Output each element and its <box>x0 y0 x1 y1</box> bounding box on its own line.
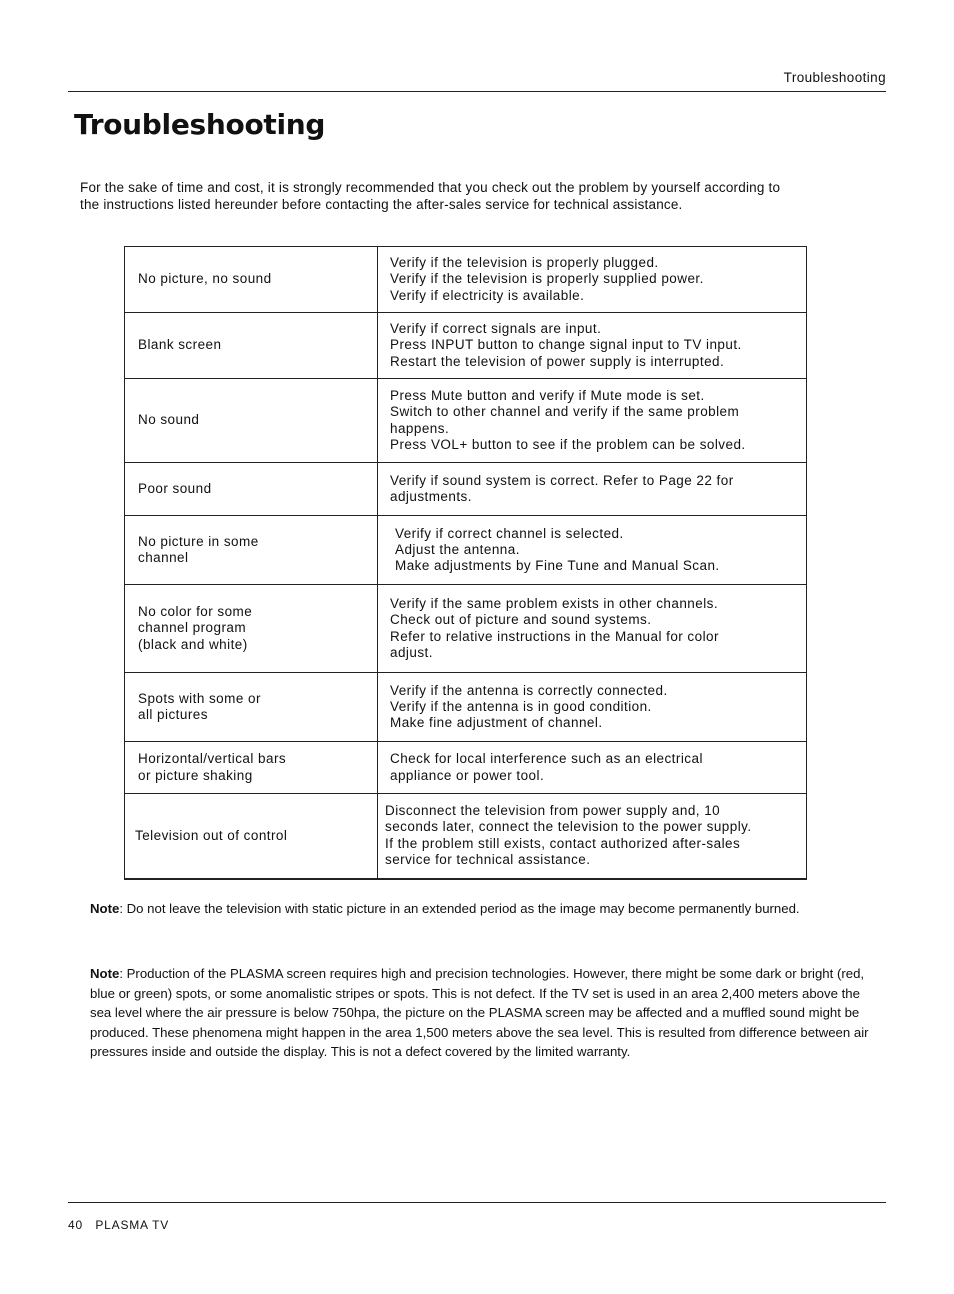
symptom-cell <box>125 794 378 879</box>
symptom-cell <box>125 742 378 794</box>
remedy-line: appliance or power tool. <box>390 767 545 783</box>
remedy-line: Adjust the antenna. <box>395 541 520 557</box>
remedy-line: Verify if correct signals are input. <box>390 321 602 337</box>
symptom-line: Television out of control <box>135 827 288 843</box>
symptom-cell <box>125 379 378 463</box>
symptom-cell <box>125 585 378 673</box>
symptom-line: No color for some <box>138 604 253 620</box>
troubleshooting-table <box>124 246 807 880</box>
remedy-line: Refer to relative instructions in the Manual for color <box>390 628 719 644</box>
remedy-cell <box>378 247 807 313</box>
page-number: 40 <box>68 1218 83 1232</box>
remedy-line: Restart the television of power supply is interrupted. <box>390 353 725 369</box>
remedy-line: Verify if electricity is available. <box>390 287 585 303</box>
remedy-cell <box>378 516 807 585</box>
symptom-line: Blank screen <box>138 337 222 353</box>
remedy-line: Verify if the antenna is in good condition. <box>390 698 652 714</box>
symptom-cell <box>125 247 378 313</box>
symptom-line: all pictures <box>138 707 208 722</box>
table-row <box>125 247 807 313</box>
remedy-line: Verify if the antenna is correctly connected. <box>390 682 668 698</box>
table-row <box>125 379 807 463</box>
remedy-cell <box>378 673 807 742</box>
table-row <box>125 463 807 516</box>
remedy-cell <box>378 742 807 794</box>
remedy-line: Switch to other channel and verify if the same problem <box>390 404 740 420</box>
symptom-line: Horizontal/vertical bars <box>138 751 287 767</box>
symptom-line: No sound <box>138 412 200 428</box>
symptom-line: No picture, no sound <box>138 271 272 287</box>
remedy-cell <box>378 794 807 879</box>
remedy-line: Verify if correct channel is selected. <box>395 525 624 541</box>
static-picture-note <box>90 899 880 919</box>
remedy-line: Press VOL+ button to see if the problem can be solved. <box>390 436 746 452</box>
remedy-line: Check for local interference such as an electrical <box>390 751 703 767</box>
remedy-line: service for technical assistance. <box>385 852 591 868</box>
remedy-line: Make adjustments by Fine Tune and Manual Scan. <box>395 558 720 574</box>
symptom-line: Poor sound <box>138 480 212 496</box>
remedy-line: Verify if the television is properly supplied power. <box>390 271 704 287</box>
symptom-line: channel program <box>138 620 247 636</box>
table-row <box>125 794 807 879</box>
remedy-line: happens. <box>390 420 450 436</box>
symptom-cell <box>125 313 378 379</box>
table-row <box>125 516 807 585</box>
remedy-line: Check out of picture and sound systems. <box>390 612 652 628</box>
remedy-line: Verify if the same problem exists in other channels. <box>390 595 719 611</box>
symptom-cell <box>125 463 378 516</box>
remedy-line: Press Mute button and verify if Mute mode is set. <box>390 387 705 403</box>
intro-paragraph <box>80 180 880 213</box>
table-row <box>125 742 807 794</box>
remedy-line: seconds later, connect the television to the power supply. <box>385 819 752 835</box>
note-label: Note <box>90 901 120 916</box>
remedy-cell <box>378 379 807 463</box>
plasma-screen-note <box>90 964 880 1062</box>
table-row <box>125 673 807 742</box>
intro-line: the instructions listed hereunder before contacting the after-sales service for technical assistance. <box>80 196 683 212</box>
symptom-line: No picture in some <box>138 533 259 549</box>
running-header: Troubleshooting <box>783 70 886 85</box>
symptom-cell <box>125 673 378 742</box>
symptom-line: channel <box>138 550 189 565</box>
page-footer <box>68 1218 169 1232</box>
footer-divider <box>68 1202 886 1203</box>
table-row <box>125 313 807 379</box>
remedy-line: Make fine adjustment of channel. <box>390 715 603 731</box>
note-text: : Production of the PLASMA screen requires high and precision technologies. However, there might be some dark or bright (red, blue or green) spots, or some anomalistic stripes or spots. This is not defect. If the TV set is used in an area 2,400 meters above the sea level where the air pressure is below 750hpa, the picture on the PLASMA screen may be affected and a muffled sound might be produced. These phenomena might happen in the area 1,500 meters above the sea level. This is resulted from difference between air pressures inside and outside the display. This is not a defect covered by the limited warranty. <box>90 966 869 1059</box>
symptom-cell <box>125 516 378 585</box>
header-divider <box>68 91 886 92</box>
remedy-line: adjust. <box>390 644 433 660</box>
table-row <box>125 585 807 673</box>
remedy-line: Disconnect the television from power supply and, 10 <box>385 803 721 819</box>
remedy-line: Press INPUT button to change signal input to TV input. <box>390 337 742 353</box>
remedy-line: Verify if sound system is correct. Refer to Page 22 for <box>390 472 734 488</box>
page-title: Troubleshooting <box>74 108 326 141</box>
product-name: PLASMA TV <box>95 1218 170 1232</box>
remedy-cell <box>378 463 807 516</box>
remedy-line: If the problem still exists, contact authorized after-sales <box>385 835 741 851</box>
remedy-line: Verify if the television is properly plugged. <box>390 255 659 271</box>
intro-line: For the sake of time and cost, it is strongly recommended that you check out the problem by yourself according to <box>80 180 781 195</box>
note-text: : Do not leave the television with static picture in an extended period as the image may become permanently burned. <box>119 901 800 916</box>
remedy-line: adjustments. <box>390 489 472 504</box>
remedy-cell <box>378 585 807 673</box>
symptom-line: (black and white) <box>138 636 248 652</box>
remedy-cell <box>378 313 807 379</box>
symptom-line: Spots with some or <box>138 690 261 706</box>
symptom-line: or picture shaking <box>138 767 253 783</box>
note-label: Note <box>90 966 120 981</box>
